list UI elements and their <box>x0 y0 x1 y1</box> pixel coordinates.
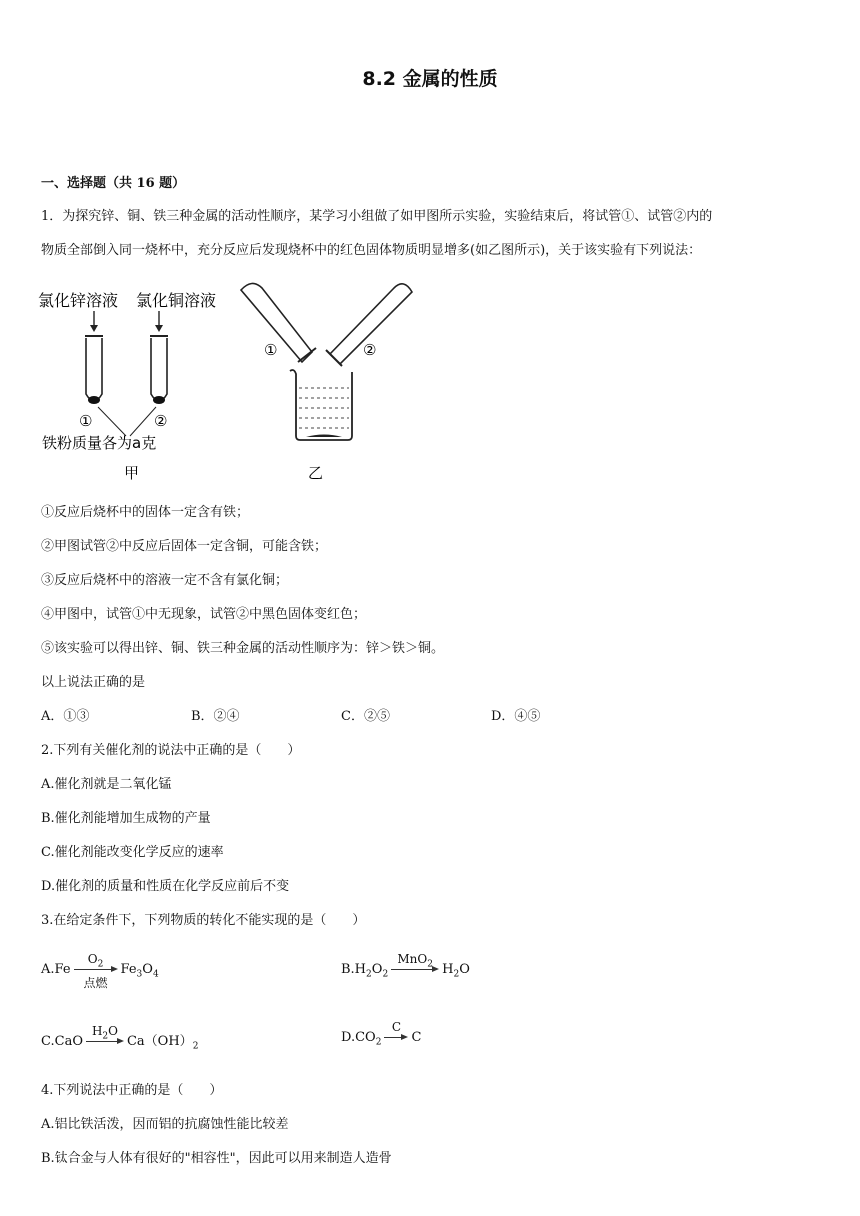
q3b-condition: MnO <box>397 951 428 966</box>
q4-option-b[interactable]: B.钛合金与人体有很好的"相容性"，因此可以用来制造人造骨 <box>41 1151 392 1166</box>
q1-option-a[interactable]: A．①③ <box>41 709 90 724</box>
q3b-reactant-sub1: 2 <box>366 969 372 980</box>
pour1-number: ① <box>264 341 278 359</box>
q2-stem: 2.下列有关催化剂的说法中正确的是（ ） <box>41 743 301 758</box>
pour2-number: ② <box>363 341 377 359</box>
q2-option-d[interactable]: D.催化剂的质量和性质在化学反应前后不变 <box>41 879 290 894</box>
section-heading: 一、选择题（共 16 题） <box>41 176 186 191</box>
q3a-product-mid: O <box>142 962 153 977</box>
q3c-condition-end: O <box>108 1023 118 1038</box>
reaction-arrow-icon <box>384 1019 408 1039</box>
figure-jia-label: 甲 <box>124 464 140 482</box>
q3b-condition-sub: 2 <box>427 958 433 969</box>
q3b-product: H <box>442 962 454 977</box>
cucl-label: 氯化铜溶液 <box>136 291 217 310</box>
tube1-number: ① <box>79 412 93 430</box>
q2-option-b[interactable]: B.催化剂能增加生成物的产量 <box>41 811 211 826</box>
q3a-condition-below: 点燃 <box>83 975 108 990</box>
q3-option-a[interactable] <box>41 951 159 990</box>
q1-option-b[interactable]: B．②④ <box>191 709 240 724</box>
beaker <box>290 370 352 440</box>
figure-yi-label: 乙 <box>308 464 324 482</box>
q3b-product-sub: 2 <box>453 969 460 980</box>
q2-option-c[interactable]: C.催化剂能改变化学反应的速率 <box>41 845 224 860</box>
q3c-condition: H <box>91 1023 103 1038</box>
q2-option-a[interactable]: A.催化剂就是二氧化锰 <box>41 777 172 792</box>
q1-option-c[interactable]: C．②⑤ <box>341 709 390 724</box>
down-arrow-icon <box>155 311 163 332</box>
q3d-reactant-sub: 2 <box>375 1037 382 1048</box>
q3-option-c[interactable] <box>41 1023 199 1052</box>
q3a-product-sub2: 4 <box>152 969 159 980</box>
q4-stem: 4.下列说法中正确的是（ ） <box>41 1083 223 1098</box>
q4-option-a[interactable]: A.铝比铁活泼，因而铝的抗腐蚀性能比较差 <box>41 1117 289 1132</box>
test-tube-2 <box>150 336 168 404</box>
q1-statement-2: ②甲图试管②中反应后固体一定含铜，可能含铁； <box>41 539 328 554</box>
q1-ask: 以上说法正确的是 <box>41 675 146 690</box>
q3b-reactant-sub2: 2 <box>382 969 389 980</box>
pouring-tube-1 <box>241 283 316 362</box>
experiment-figure <box>36 276 416 488</box>
q3a-product-sub1: 3 <box>136 969 143 980</box>
q3d-product: C <box>411 1030 422 1045</box>
q3d-condition: C <box>391 1019 402 1034</box>
q3c-product: Ca（OH） <box>126 1034 193 1049</box>
page-title: 8.2 金属的性质 <box>362 68 498 90</box>
down-arrow-icon <box>90 311 98 332</box>
q3a-product: Fe <box>120 962 137 977</box>
q3c-condition-sub: 2 <box>102 1030 109 1041</box>
q3a-condition-sub: 2 <box>97 958 104 969</box>
q1-option-d[interactable]: D．④⑤ <box>491 709 541 724</box>
q3a-condition: O <box>87 951 98 966</box>
zncl-label: 氯化锌溶液 <box>38 291 119 310</box>
reaction-arrow-icon <box>74 951 118 990</box>
q3c-product-sub: 2 <box>192 1041 199 1052</box>
q1-statement-1: ①反应后烧杯中的固体一定含有铁； <box>41 505 250 520</box>
q3a-reactant: A.Fe <box>41 962 71 977</box>
q3b-reactant-mid: O <box>371 962 383 977</box>
q3d-reactant: D.CO <box>341 1030 376 1045</box>
q1-statement-3: ③反应后烧杯中的溶液一定不含有氯化铜； <box>41 573 289 588</box>
experiment-figure-svg <box>36 276 416 488</box>
q3-option-b[interactable] <box>341 951 470 980</box>
q3b-product-end: O <box>459 962 470 977</box>
reaction-arrow-icon <box>391 951 439 971</box>
q3-option-d[interactable] <box>341 1019 422 1048</box>
test-tube-1 <box>85 336 103 404</box>
tube2-number: ② <box>154 412 168 430</box>
q1-stem-line1: 1．为探究锌、铜、铁三种金属的活动性顺序，某学习小组做了如甲图所示实验，实验结束后，将试管①、试管②内的 <box>41 209 713 224</box>
iron-mass-label: 铁粉质量各为a克 <box>42 434 157 452</box>
q3c-reactant: C.CaO <box>41 1034 83 1049</box>
q3-stem: 3.在给定条件下，下列物质的转化不能实现的是（ ） <box>41 913 366 928</box>
q3b-reactant: B.H <box>341 962 367 977</box>
reaction-arrow-icon <box>86 1023 124 1043</box>
q1-statement-4: ④甲图中，试管①中无现象，试管②中黑色固体变红色； <box>41 607 367 622</box>
q1-stem-line2: 物质全部倒入同一烧杯中，充分反应后发现烧杯中的红色固体物质明显增多(如乙图所示)，关于该实验有下列说法： <box>41 243 702 258</box>
q1-statement-5: ⑤该实验可以得出锌、铜、铁三种金属的活动性顺序为：锌＞铁＞铜。 <box>41 641 445 656</box>
